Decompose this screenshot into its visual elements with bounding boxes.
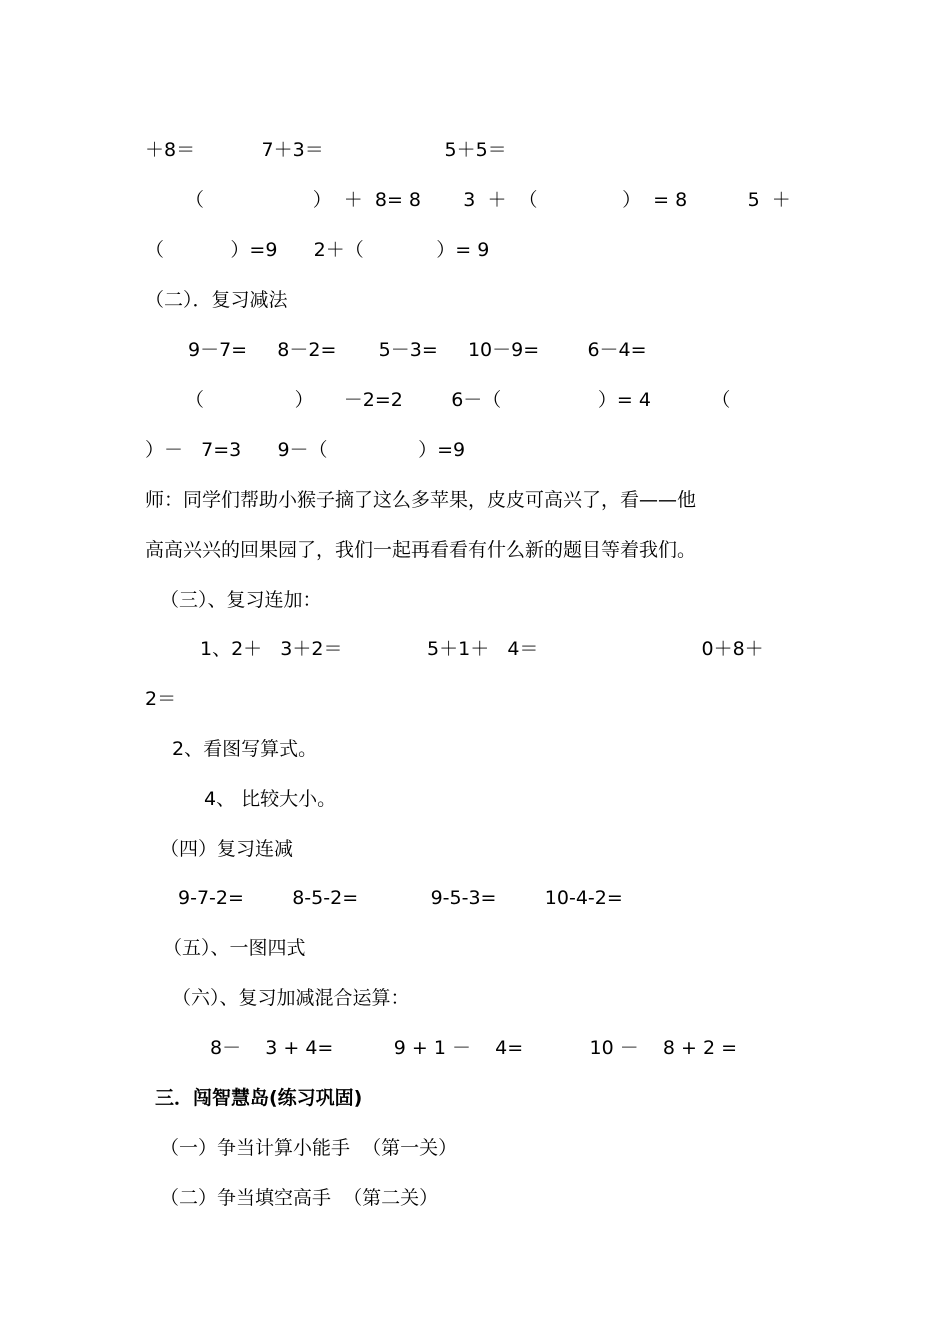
text-line-7: ）－ 7=3 9－（ ）=9 — [145, 439, 466, 461]
text-line-1: ＋8＝ 7＋3＝ 5＋5＝ — [145, 139, 507, 161]
section-heading-subtraction: （二）．复习减法 — [145, 289, 288, 311]
section-heading-mixed-operations: （六）、复习加减混合运算： — [172, 987, 410, 1009]
section-heading-consecutive-subtraction: （四）复习连减 — [160, 838, 294, 860]
item-picture-equation: 2、看图写算式。 — [172, 738, 318, 760]
section-heading-one-picture-four-equations: （五）、一图四式 — [163, 937, 306, 959]
teacher-line-1: 师：同学们帮助小猴子摘了这么多苹果，皮皮可高兴了，看——他 — [145, 489, 697, 511]
text-line-19: 8－ 3 + 4= 9 + 1 － 4= 10 － 8 + 2 = — [210, 1037, 738, 1059]
text-line-12: 2＝ — [145, 688, 177, 710]
item-compare-size: 4、 比较大小。 — [204, 788, 337, 810]
text-line-16: 9-7-2= 8-5-2= 9-5-3= 10-4-2= — [178, 887, 623, 909]
text-line-11: 1、2＋ 3＋2＝ 5＋1＋ 4＝ 0＋8＋ — [200, 638, 764, 660]
text-line-3: （ ）=9 2＋（ ）= 9 — [145, 239, 490, 261]
teacher-line-2: 高高兴兴的回果园了，我们一起再看看有什么新的题目等着我们。 — [145, 539, 697, 561]
level-two-heading: （二）争当填空高手 （第二关） — [160, 1187, 439, 1209]
text-line-6: （ ） －2=2 6－（ ）= 4 （ — [185, 389, 731, 411]
level-one-heading: （一）争当计算小能手 （第一关） — [160, 1137, 458, 1159]
section-heading-wisdom-island: 三．闯智慧岛(练习巩固) — [155, 1087, 363, 1109]
section-heading-addition: （三）、复习连加： — [160, 589, 322, 611]
text-line-5: 9－7= 8－2= 5－3= 10－9= 6－4= — [188, 339, 647, 361]
text-line-2: （ ） ＋ 8= 8 3 ＋ （ ） = 8 5 ＋ — [185, 189, 791, 211]
